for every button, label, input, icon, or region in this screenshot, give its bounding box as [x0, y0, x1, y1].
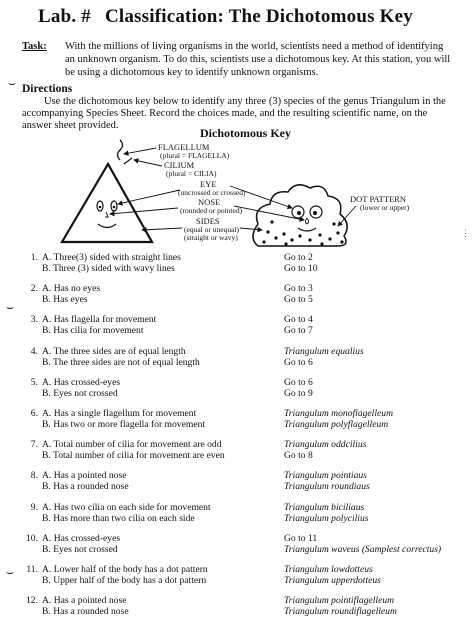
key-result: Triangulum pointiflagelleum — [284, 595, 395, 607]
key-result: Triangulum oddcilius — [284, 439, 367, 451]
eye-label: EYE — [200, 179, 217, 189]
key-item — [20, 252, 460, 274]
key-result: Triangulum roundiaus — [284, 481, 370, 493]
directions-text: Use the dichotomous key below to identify any three (3) species of the genus Triangulum in the accompanying Species Sheet. Record the choices made, and the resulting scientific name, on the answer sheet provided. — [22, 96, 446, 131]
key-result: Go to 6 — [284, 356, 313, 368]
key-item-number: 6. — [30, 407, 38, 419]
key-choice-row — [20, 314, 460, 325]
key-item — [20, 346, 460, 368]
key-choice-text: B. Has a rounded nose — [42, 606, 129, 618]
key-item-number: 4. — [30, 345, 38, 357]
key-result: Go to 10 — [284, 263, 318, 274]
key-choice-row — [20, 283, 460, 294]
key-choice-text: B. Upper half of the body has a dot pattern — [42, 574, 207, 586]
key-choice-row — [20, 502, 460, 513]
key-choice-row — [20, 388, 460, 399]
dot-pattern-sub-label: (lower or upper) — [360, 203, 410, 212]
key-choice-row — [20, 606, 460, 617]
key-choice-text: A. Lower half of the body has a dot pattern — [42, 563, 208, 575]
key-item-number: 11. — [26, 563, 38, 575]
lab-number-label: Lab. # — [38, 6, 91, 27]
key-item — [20, 564, 460, 586]
key-choice-text: B. The three sides are not of equal length — [42, 356, 200, 368]
key-item-number: 10. — [26, 532, 38, 544]
key-result: Triangulum roundiflagelleum — [284, 606, 397, 618]
pen-mark: ⌣ — [8, 76, 16, 90]
sides-sub-label-2: (straight or wavy) — [184, 233, 238, 242]
key-choice-row — [20, 533, 460, 544]
key-result: Triangulum biciliaus — [284, 501, 365, 513]
key-choice-row — [20, 575, 460, 586]
key-choice-text: A. Has two cilia on each side for movement — [42, 501, 211, 513]
key-choice-row — [20, 544, 460, 555]
key-choice-row — [20, 377, 460, 388]
title-text: Classification: The Dichotomous Key — [104, 6, 413, 27]
triangle-organism — [62, 140, 152, 242]
flagellum-line — [118, 140, 123, 160]
eye-sub-label: (uncrossed or crossed) — [178, 188, 246, 197]
task-text: With the millions of living organisms in the world, scientists need a method of identifying an unknown organism. To do this, scientists use a dichotomous key. At this station, you will be using a dichotomous key to identify unknown organisms. — [65, 41, 451, 78]
nose-sub-label: (rounded or pointed) — [180, 206, 243, 215]
dichotomous-key-list — [20, 252, 460, 626]
key-item-number: 9. — [30, 501, 38, 513]
diagram-title: Dichotomous Key — [200, 126, 291, 140]
key-result: Go to 5 — [284, 294, 313, 306]
task-label: Task: — [22, 41, 47, 52]
key-result: Go to 8 — [284, 450, 313, 462]
key-item — [20, 439, 460, 461]
key-choice-text: B. Eyes not crossed — [42, 387, 118, 399]
key-item-number: 2. — [30, 283, 38, 295]
directions-heading: Directions — [22, 83, 73, 95]
key-choice-row — [20, 470, 460, 481]
key-result: Triangulum upperdotteus — [284, 574, 381, 586]
key-choice-text: B. Eyes not crossed — [42, 543, 118, 555]
key-choice-text: B. Has eyes — [42, 294, 88, 306]
key-item — [20, 595, 460, 617]
key-item — [20, 408, 460, 430]
cilium-label: CILIUM — [164, 160, 195, 170]
organism-diagram — [0, 138, 474, 250]
key-choice-text: A. Total number of cilia for movement are odd — [42, 439, 222, 451]
key-result: Go to 4 — [284, 314, 313, 326]
key-result: Triangulum pointiaus — [284, 470, 367, 482]
key-result: Go to 9 — [284, 387, 313, 399]
key-item-number: 12. — [26, 595, 38, 607]
key-item — [20, 533, 460, 555]
key-result: Triangulum lowdotteus — [284, 563, 373, 575]
key-result: Triangulum polyflagelleum — [284, 418, 389, 430]
scan-artifact: ⋮ — [461, 228, 470, 238]
key-result: Go to 11 — [284, 532, 318, 544]
key-choice-text: A. Has crossed-eyes — [42, 532, 121, 544]
key-result: Triangulum monoflagelleum — [284, 407, 393, 419]
key-choice-row — [20, 357, 460, 368]
sides-label: SIDES — [196, 216, 220, 226]
sides-sub-label-1: (equal or unequal) — [184, 225, 239, 234]
key-item — [20, 314, 460, 336]
key-choice-row — [20, 595, 460, 606]
cilium-sub-label: (plural = CILIA) — [166, 169, 217, 178]
key-choice-text: B. Has cilia for movement — [42, 325, 144, 337]
key-item — [20, 470, 460, 492]
key-choice-row — [20, 481, 460, 492]
key-result: Go to 7 — [284, 325, 313, 337]
flagellum-sub-label: (plural = FLAGELLA) — [160, 151, 230, 160]
key-item — [20, 283, 460, 305]
flagellum-label: FLAGELLUM — [158, 142, 210, 152]
key-result: Go to 3 — [284, 283, 313, 295]
pen-mark: ⌣ — [6, 565, 14, 579]
key-item-number: 5. — [30, 376, 38, 388]
mouth — [98, 224, 116, 228]
key-choice-text: A. Has a pointed nose — [42, 470, 127, 482]
blob-organism — [253, 185, 347, 246]
key-choice-row — [20, 408, 460, 419]
key-choice-text: A. Has no eyes — [42, 283, 101, 295]
key-result: Go to 6 — [284, 376, 313, 388]
cilium-line — [124, 158, 132, 164]
key-choice-text: A. Has flagella for movement — [42, 314, 157, 326]
page-title — [38, 6, 413, 28]
key-result: Go to 2 — [284, 252, 313, 263]
key-choice-text: B. Three (3) sided with wavy lines — [42, 263, 175, 274]
key-result: Triangulum polycilius — [284, 512, 369, 524]
key-choice-row — [20, 439, 460, 450]
key-item-number: 1. — [30, 252, 38, 263]
key-choice-row — [20, 450, 460, 461]
key-result: Triangulum equalius — [284, 345, 364, 357]
key-choice-text: B. Total number of cilia for movement are even — [42, 450, 225, 462]
key-item-number: 8. — [30, 470, 38, 482]
key-choice-text: B. Has two or more flagella for movement — [42, 418, 206, 430]
key-choice-row — [20, 252, 460, 263]
key-choice-text: A. Has crossed-eyes — [42, 376, 121, 388]
key-item — [20, 502, 460, 524]
key-choice-row — [20, 325, 460, 336]
key-result: Triangulum waveus (Samplest correctus) — [284, 543, 442, 555]
dot-pattern-label: DOT PATTERN — [350, 194, 406, 204]
key-choice-text: A. Has a single flagellum for movement — [42, 407, 197, 419]
key-item — [20, 377, 460, 399]
key-choice-text: A. Has a pointed nose — [42, 595, 127, 607]
key-choice-text: B. Has more than two cilia on each side — [42, 512, 195, 524]
key-item-number: 7. — [30, 439, 38, 451]
key-choice-row — [20, 513, 460, 524]
key-choice-row — [20, 419, 460, 430]
key-choice-text: A. Three(3) sided with straight lines — [42, 252, 181, 263]
key-choice-text: A. The three sides are of equal length — [42, 345, 186, 357]
nose-label: NOSE — [198, 197, 221, 207]
key-choice-row — [20, 564, 460, 575]
key-choice-row — [20, 346, 460, 357]
pen-mark: ⌣ — [6, 300, 14, 314]
key-item-number: 3. — [30, 314, 38, 326]
dot-pattern — [262, 220, 343, 245]
key-choice-row — [20, 263, 460, 274]
key-choice-text: B. Has a rounded nose — [42, 481, 129, 493]
key-choice-row — [20, 294, 460, 305]
